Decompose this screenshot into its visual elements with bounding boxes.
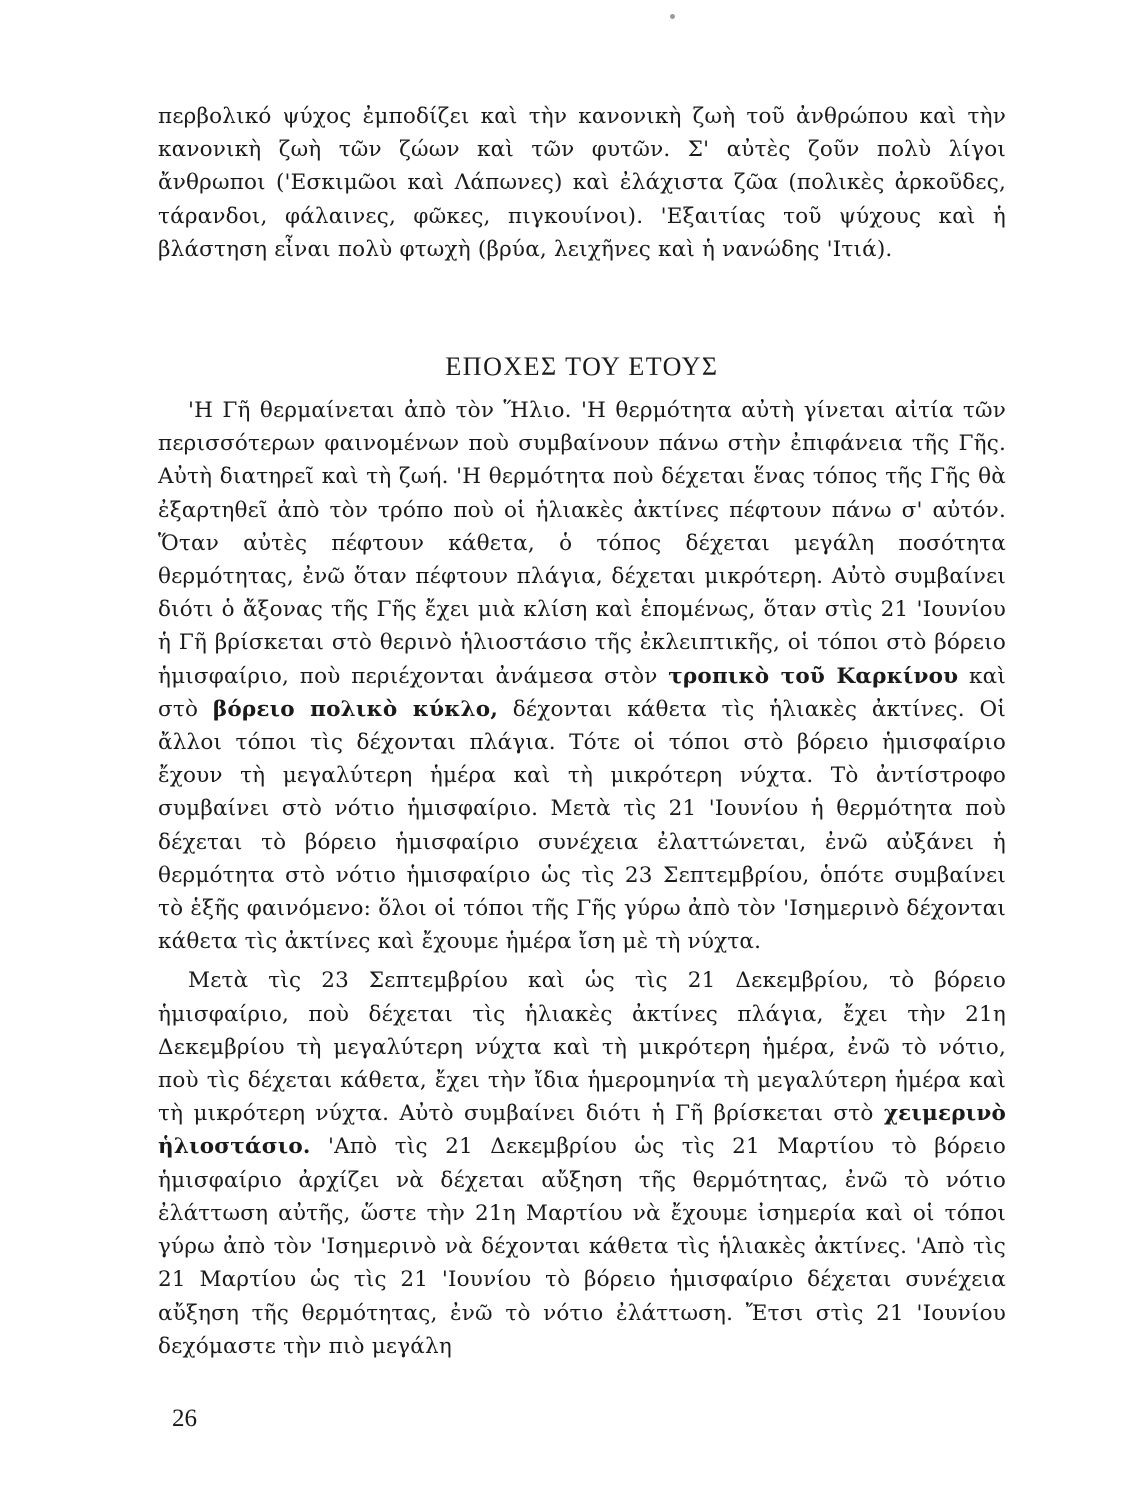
bold-term-winter-solstice: χειμερινὸ ἡλιοστάσιο.	[158, 1101, 1006, 1160]
bold-term-tropic-of-cancer: τροπικὸ τοῦ Καρκίνου	[668, 663, 959, 689]
paragraph-text: καὶ στὸ	[158, 663, 1007, 722]
paragraph-seasons-2	[158, 964, 1006, 1362]
paragraph-seasons-1	[158, 394, 1006, 958]
intro-paragraph: περβολικό ψύχος ἐμποδίζει καὶ τὴν κανονικὴ ζωὴ τοῦ ἀνθρώπου καὶ τὴν κανονικὴ ζωὴ τῶν ζώων καὶ τῶν φυτῶν. Σ' αὐτὲς ζοῦν πολὺ λίγοι ἄνθρωποι ('Εσκιμῶοι καὶ Λάπωνες) καὶ ἐλάχιστα ζῶα (πολικὲς ἀρκοῦδες, τάρανδοι, φάλαινες, φῶκες, πιγκουίνοι). 'Εξαιτίας τοῦ ψύχους καὶ ἡ βλάστηση εἶναι πολὺ φτωχὴ (βρύα, λειχῆνες καὶ ἡ νανώδης 'Ιτιά).	[158, 104, 1006, 262]
print-speck	[670, 14, 675, 19]
section-title: ΕΠΟΧΕΣ ΤΟΥ ΕΤΟΥΣ	[445, 352, 719, 382]
page-body	[158, 100, 1006, 1363]
bold-term-arctic-circle: βόρειο πολικὸ κύκλο,	[212, 696, 499, 722]
paragraph-text: Μετὰ τὶς 23 Σεπτεμβρίου καὶ ὡς τὶς 21 Δεκεμβρίου, τὸ βόρειο ἡμισφαίριο, ποὺ δέχεται τὶς ἡλιακὲς ἀκτίνες πλάγια, ἔχει τὴν 21η Δεκεμβρίου τὴ μεγαλύτερη νύχτα καὶ τὴ μικρότερη ἡμέρα, ἐνῶ τὸ νότιο, ποὺ τὶς δέχεται κάθετα, ἔχει τὴν ἴδια ἡμερομηνία τὴ μεγαλύτερη ἡμέρα καὶ τὴ μικρότερη νύχτα. Αὐτὸ συμβαίνει διότι ἡ Γῆ βρίσκεται στὸ	[158, 968, 1006, 1127]
paragraph-text: 'Απὸ τὶς 21 Δεκεμβρίου ὡς τὶς 21 Μαρτίου τὸ βόρειο ἡμισφαίριο ἀρχίζει νὰ δέχεται αὔξηση τῆς θερμότητας, ἐνῶ τὸ νότιο ἐλάττωση αὐτῆς, ὥστε τὴν 21η Μαρτίου νὰ ἔχουμε ἰσημερία καὶ οἱ τόποι γύρω ἀπὸ τὸν 'Ισημερινὸ νὰ δέχονται κάθετα τὶς ἡλιακὲς ἀκτίνες. 'Απὸ τὶς 21 Μαρτίου ὡς τὶς 21 'Ιουνίου τὸ βόρειο ἡμισφαίριο δέχεται συνέχεια αὔξηση τῆς θερμότητας, ἐνῶ τὸ νότιο ἐλάττωση. Ἔτσι στὶς 21 'Ιουνίου δεχόμαστε τὴν πιὸ μεγάλη	[158, 1134, 1006, 1359]
paragraph-text: 'Η Γῆ θερμαίνεται ἀπὸ τὸν Ἥλιο. 'Η θερμότητα αὐτὴ γίνεται αἰτία τῶν περισσότερων φαινομένων ποὺ συμβαίνουν πάνω στὴν ἐπιφάνεια τῆς Γῆς. Αὐτὴ διατηρεῖ καὶ τὴ ζωή. 'Η θερμότητα ποὺ δέχεται ἕνας τόπος τῆς Γῆς θὰ ἐξαρτηθεῖ ἀπὸ τὸν τρόπο ποὺ οἱ ἡλιακὲς ἀκτίνες πέφτουν πάνω σ' αὐτόν. Ὅταν αὐτὲς πέφτουν κάθετα, ὁ τόπος δέχεται μεγάλη ποσότητα θερμότητας, ἐνῶ ὅταν πέφτουν πλάγια, δέχεται μικρότερη. Αὐτὸ συμβαίνει διότι ὁ ἄξονας τῆς Γῆς ἔχει μιὰ κλίση καὶ ἑπομένως, ὅταν στὶς 21 'Ιουνίου ἡ Γῆ βρίσκεται στὸ θερινὸ ἡλιοστάσιο τῆς ἐκλειπτικῆς, οἱ τόποι στὸ βόρειο ἡμισφαίριο, ποὺ περιέχονται ἀνάμεσα στὸν	[158, 398, 1006, 689]
page-number: 26	[172, 1405, 197, 1432]
paragraph-text: δέχονται κάθετα τὶς ἡλιακὲς ἀκτίνες. Οἱ ἄλλοι τόποι τὶς δέχονται πλάγια. Τότε οἱ τόποι στὸ βόρειο ἡμισφαίριο ἔχουν τὴ μεγαλύτερη ἡμέρα καὶ τὴ μικρότερη νύχτα. Τὸ ἀντίστροφο συμβαίνει στὸ νότιο ἡμισφαίριο. Μετὰ τὶς 21 'Ιουνίου ἡ θερμότητα ποὺ δέχεται τὸ βόρειο ἡμισφαίριο συνέχεια ἐλαττώνεται, ἐνῶ αὐξάνει ἡ θερμότητα στὸ νότιο ἡμισφαίριο ὡς τὶς 23 Σεπτεμβρίου, ὁπότε συμβαίνει τὸ ἑξῆς φαινόμενο: ὅλοι οἱ τόποι τῆς Γῆς γύρω ἀπὸ τὸν 'Ισημερινὸ δέχονται κάθετα τὶς ἀκτίνες καὶ ἔχουμε ἡμέρα ἴση μὲ τὴ νύχτα.	[158, 696, 1006, 955]
